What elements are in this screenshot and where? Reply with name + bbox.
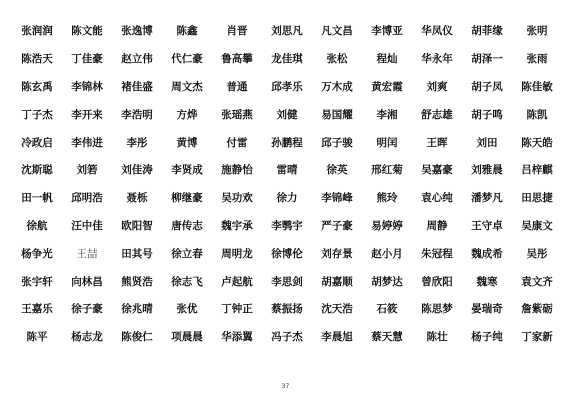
student-name: 黄宏霞 (371, 80, 403, 93)
student-name: 田其号 (121, 247, 153, 260)
student-name: 胡子鸣 (471, 108, 503, 121)
student-name: 沈斯聪 (21, 164, 53, 177)
student-name: 吕梓麒 (521, 164, 553, 177)
student-name: 代仁豪 (171, 53, 203, 66)
student-name: 雷晴 (276, 164, 298, 177)
student-name: 冯子杰 (271, 331, 303, 344)
student-name: 李贤成 (171, 164, 203, 177)
student-name: 吴嘉豪 (421, 164, 453, 177)
student-name: 邱孝乐 (271, 80, 303, 93)
student-name: 施静怡 (221, 164, 253, 177)
student-name: 普通 (226, 80, 248, 93)
student-name: 胡泽一 (471, 53, 503, 66)
student-name: 陈鑫 (176, 25, 198, 38)
student-name: 胡菲缘 (471, 25, 503, 38)
student-name: 华永年 (421, 53, 453, 66)
student-name: 胡嘉顺 (321, 275, 353, 288)
student-name: 吴康文 (521, 219, 553, 232)
student-name: 舒志雄 (421, 108, 453, 121)
student-name: 陈思梦 (421, 303, 453, 316)
student-name: 田思捷 (521, 192, 553, 205)
student-name: 李彤 (126, 136, 148, 149)
student-name: 沈天浩 (321, 303, 353, 316)
student-name: 徐志飞 (171, 275, 203, 288)
student-name: 刘爽 (426, 80, 448, 93)
student-name: 李伟进 (71, 136, 103, 149)
student-name: 赵立伟 (121, 53, 153, 66)
student-name: 王嘉乐 (21, 303, 53, 316)
student-name: 徐航 (26, 219, 48, 232)
student-name: 潘梦凡 (471, 192, 503, 205)
student-name: 李浩明 (121, 108, 153, 121)
student-name: 袁心纯 (421, 192, 453, 205)
student-name: 丁钟正 (221, 303, 253, 316)
student-name: 李思剑 (271, 275, 303, 288)
student-name: 明闰 (376, 136, 398, 149)
student-name: 李开来 (71, 108, 103, 121)
student-name: 刘雅晨 (471, 164, 503, 177)
student-name: 鲁高攀 (221, 53, 253, 66)
student-name: 陈文能 (71, 25, 103, 38)
student-name: 刘存景 (321, 247, 353, 260)
student-name: 易国耀 (321, 108, 353, 121)
student-name: 李锦林 (71, 80, 103, 93)
student-name: 褚佳盛 (121, 80, 153, 93)
student-name: 詹紫砺 (521, 303, 553, 316)
student-name: 丁佳豪 (71, 53, 103, 66)
student-name: 袁文齐 (521, 275, 553, 288)
student-name: 朱冠程 (421, 247, 453, 260)
student-name: 王晖 (426, 136, 448, 149)
student-name: 李博亚 (371, 25, 403, 38)
student-name: 邱明浩 (71, 192, 103, 205)
student-name: 王守卓 (471, 219, 503, 232)
student-name: 魏寒 (476, 275, 498, 288)
student-name: 吴功欢 (221, 192, 253, 205)
student-name: 张逸博 (121, 25, 153, 38)
student-name: 张明 (526, 25, 548, 38)
student-name: 张雨 (526, 53, 548, 66)
student-name: 易婷婷 (371, 219, 403, 232)
student-name: 陈佳敏 (521, 80, 553, 93)
student-name: 熊玲 (376, 192, 398, 205)
student-name: 徐博伦 (271, 247, 303, 260)
student-name: 凡文昌 (321, 25, 353, 38)
student-name: 李锦峰 (321, 192, 353, 205)
student-name: 方烨 (176, 108, 198, 121)
student-name: 付雷 (226, 136, 248, 149)
student-name: 刘箬 (76, 164, 98, 177)
student-name: 曾欣阳 (421, 275, 453, 288)
student-name: 孙鹏程 (271, 136, 303, 149)
student-name: 严子豪 (321, 219, 353, 232)
student-name: 李湘 (376, 108, 398, 121)
page-number: 37 (281, 383, 290, 390)
student-name: 华凤仪 (421, 25, 453, 38)
student-name: 吴彤 (526, 247, 548, 260)
student-name: 杨子纯 (471, 331, 503, 344)
name-grid (12, 17, 562, 379)
student-name: 程灿 (376, 53, 398, 66)
student-name: 冷政启 (21, 136, 53, 149)
student-name: 张宇轩 (21, 275, 53, 288)
student-name: 魏宇承 (221, 219, 253, 232)
student-name: 聂栎 (126, 192, 148, 205)
student-name: 李鹗宇 (271, 219, 303, 232)
student-name: 徐子豪 (71, 303, 103, 316)
student-name: 胡子凤 (471, 80, 503, 93)
student-name: 欧阳智 (121, 219, 153, 232)
student-name: 唐传志 (171, 219, 203, 232)
student-name: 徐英 (326, 164, 348, 177)
student-name: 蔡振扬 (271, 303, 303, 316)
student-name: 胡梦达 (371, 275, 403, 288)
student-name: 向林昌 (71, 275, 103, 288)
student-name: 熊贤浩 (121, 275, 153, 288)
student-name: 周文杰 (171, 80, 203, 93)
student-name: 石筱 (376, 303, 398, 316)
student-name: 刘佳涛 (121, 164, 153, 177)
student-name: 项晨晨 (171, 331, 203, 344)
student-name: 张松 (326, 53, 348, 66)
student-name: 徐兆晴 (121, 303, 153, 316)
student-name: 肖晋 (226, 25, 248, 38)
student-name: 陈天皓 (521, 136, 553, 149)
student-name: 蔡天慧 (371, 331, 403, 344)
student-name: 王喆 (76, 247, 98, 260)
student-name: 陈壮 (426, 331, 448, 344)
student-name: 陈俊仁 (121, 331, 153, 344)
student-name: 黄博 (176, 136, 198, 149)
student-name: 邱子骏 (321, 136, 353, 149)
student-name: 魏成希 (471, 247, 503, 260)
student-name: 张优 (176, 303, 198, 316)
student-name: 万木成 (321, 80, 353, 93)
student-name: 张润润 (21, 25, 53, 38)
student-name: 华添翼 (221, 331, 253, 344)
student-name: 杨志龙 (71, 331, 103, 344)
student-name: 徐立春 (171, 247, 203, 260)
student-name: 赵小月 (371, 247, 403, 260)
student-name: 周明龙 (221, 247, 253, 260)
student-name: 陈平 (26, 331, 48, 344)
student-name: 陈玄禹 (21, 80, 53, 93)
student-name: 邢红菊 (371, 164, 403, 177)
student-name: 陈凯 (526, 108, 548, 121)
student-name: 李晨旭 (321, 331, 353, 344)
student-name: 张瑶燕 (221, 108, 253, 121)
student-name: 刘思凡 (271, 25, 303, 38)
student-name: 田一帆 (21, 192, 53, 205)
student-name: 周静 (426, 219, 448, 232)
student-name: 杨争光 (21, 247, 53, 260)
student-name: 徐力 (276, 192, 298, 205)
student-name: 丁家新 (521, 331, 553, 344)
student-name: 刘健 (276, 108, 298, 121)
student-name: 刘田 (476, 136, 498, 149)
student-name: 汪中佳 (71, 219, 103, 232)
student-name: 卢起航 (221, 275, 253, 288)
student-name: 晏瑞奇 (471, 303, 503, 316)
student-name: 陈浩天 (21, 53, 53, 66)
student-name: 丁子杰 (21, 108, 53, 121)
student-name: 柳继豪 (171, 192, 203, 205)
student-name: 龙佳琪 (271, 53, 303, 66)
